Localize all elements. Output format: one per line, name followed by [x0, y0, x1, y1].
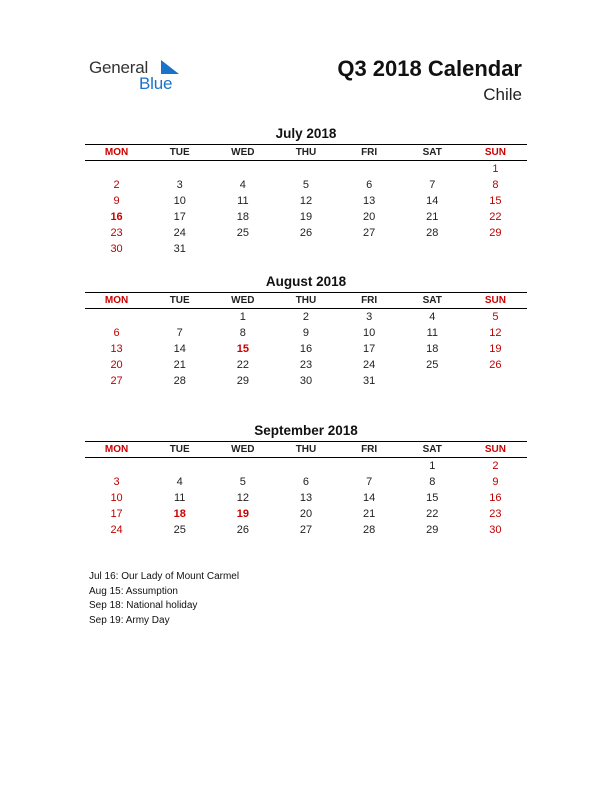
day-cell: 25 — [173, 524, 186, 536]
empty-day-cell — [401, 373, 464, 389]
empty-day-cell — [211, 241, 274, 257]
day-cell: 30 — [489, 524, 502, 536]
empty-day-cell — [274, 458, 337, 474]
day-cell: 14 — [363, 492, 376, 504]
day-cell: 15 — [236, 343, 249, 355]
week-row — [85, 161, 527, 177]
day-cell: 16 — [299, 343, 313, 355]
weekday-fri: FRI — [361, 444, 378, 455]
day-cell: 25 — [236, 227, 249, 239]
day-cell: 12 — [299, 195, 313, 207]
logo-text-general: General — [89, 58, 149, 77]
day-cell: 19 — [236, 508, 249, 520]
empty-day-cell — [338, 458, 401, 474]
day-cell: 1 — [239, 311, 246, 323]
month-title: September 2018 — [254, 423, 358, 438]
day-cell: 15 — [426, 492, 439, 504]
month-title: August 2018 — [265, 274, 347, 289]
weekday-thu: THU — [295, 147, 317, 158]
day-cell: 23 — [489, 508, 502, 520]
day-cell: 13 — [299, 492, 313, 504]
weekday-tue: TUE — [169, 444, 190, 455]
day-cell: 8 — [239, 327, 246, 339]
day-cell: 12 — [236, 492, 249, 504]
day-cell: 24 — [363, 359, 376, 371]
day-cell: 24 — [110, 524, 123, 536]
day-cell: 31 — [173, 243, 186, 255]
weekday-thu: THU — [295, 444, 317, 455]
day-cell: 19 — [489, 343, 502, 355]
weekday-header-row — [85, 145, 527, 161]
day-cell: 26 — [489, 359, 502, 371]
brand-logo — [89, 57, 199, 97]
day-cell: 23 — [299, 359, 313, 371]
day-cell: 17 — [173, 211, 186, 223]
day-cell: 10 — [173, 195, 186, 207]
logo-triangle-icon — [161, 60, 179, 74]
day-cell: 4 — [429, 311, 436, 323]
day-cell: 18 — [173, 508, 186, 520]
empty-day-cell — [464, 373, 527, 389]
day-cell: 29 — [236, 375, 249, 387]
month-title: July 2018 — [275, 126, 337, 141]
week-row — [85, 490, 527, 506]
day-cell: 29 — [489, 227, 502, 239]
weekday-fri: FRI — [361, 295, 378, 306]
day-cell: 16 — [489, 492, 502, 504]
month-grid — [85, 292, 527, 389]
day-cell: 3 — [366, 311, 373, 323]
day-cell: 7 — [366, 476, 373, 488]
day-cell: 31 — [363, 375, 376, 387]
day-cell: 28 — [363, 524, 376, 536]
day-cell: 6 — [366, 179, 373, 191]
day-cell: 23 — [110, 227, 123, 239]
week-row — [85, 373, 527, 389]
day-cell: 9 — [302, 327, 310, 339]
empty-day-cell — [338, 241, 401, 257]
day-cell: 6 — [302, 476, 310, 488]
day-cell: 28 — [426, 227, 439, 239]
day-cell: 25 — [426, 359, 439, 371]
empty-day-cell — [85, 309, 148, 325]
weekday-sun: SUN — [484, 147, 506, 158]
empty-day-cell — [85, 161, 148, 177]
day-cell: 20 — [110, 359, 123, 371]
empty-day-cell — [401, 161, 464, 177]
day-cell: 18 — [426, 343, 439, 355]
empty-day-cell — [274, 241, 337, 257]
day-cell: 3 — [176, 179, 183, 191]
holiday-notes — [89, 570, 239, 628]
day-cell: 10 — [363, 327, 376, 339]
week-row — [85, 177, 527, 193]
day-cell: 26 — [236, 524, 249, 536]
day-cell: 29 — [426, 524, 439, 536]
day-cell: 6 — [113, 327, 120, 339]
month-grid — [85, 441, 527, 538]
weekday-sat: SAT — [422, 295, 442, 306]
week-row — [85, 241, 527, 257]
day-cell: 4 — [176, 476, 183, 488]
empty-day-cell — [401, 241, 464, 257]
holiday-note: Jul 16: Our Lady of Mount Carmel — [89, 571, 240, 582]
day-cell: 17 — [110, 508, 123, 520]
day-cell: 14 — [173, 343, 186, 355]
day-cell: 8 — [492, 179, 499, 191]
day-cell: 7 — [429, 179, 436, 191]
day-cell: 22 — [236, 359, 249, 371]
weekday-header-row — [85, 442, 527, 458]
week-row — [85, 506, 527, 522]
day-cell: 14 — [426, 195, 439, 207]
week-row — [85, 522, 527, 538]
day-cell: 17 — [363, 343, 376, 355]
day-cell: 11 — [174, 492, 186, 504]
day-cell: 24 — [173, 227, 186, 239]
day-cell: 30 — [110, 243, 123, 255]
weekday-tue: TUE — [169, 147, 190, 158]
day-cell: 9 — [492, 476, 499, 488]
weekday-thu: THU — [295, 295, 317, 306]
day-cell: 12 — [489, 327, 502, 339]
day-cell: 5 — [239, 476, 246, 488]
country-name: Chile — [483, 85, 522, 104]
week-row — [85, 193, 527, 209]
weekday-sat: SAT — [422, 147, 442, 158]
empty-day-cell — [274, 161, 337, 177]
day-cell: 7 — [176, 327, 183, 339]
day-cell: 4 — [239, 179, 246, 191]
day-cell: 11 — [426, 327, 438, 339]
month-september — [85, 421, 527, 538]
week-row — [85, 309, 527, 325]
day-cell: 1 — [492, 163, 499, 175]
weekday-wed: WED — [231, 295, 255, 306]
day-cell: 1 — [429, 460, 436, 472]
week-row — [85, 341, 527, 357]
day-cell: 27 — [363, 227, 376, 239]
holiday-note: Sep 18: National holiday — [89, 600, 198, 611]
day-cell: 5 — [302, 179, 310, 191]
day-cell: 8 — [429, 476, 436, 488]
empty-day-cell — [211, 161, 274, 177]
day-cell: 10 — [110, 492, 123, 504]
empty-day-cell — [464, 241, 527, 257]
day-cell: 21 — [173, 359, 186, 371]
empty-day-cell — [148, 309, 211, 325]
empty-day-cell — [85, 458, 148, 474]
day-cell: 2 — [492, 460, 499, 472]
holiday-note: Sep 19: Army Day — [89, 614, 170, 626]
weekday-wed: WED — [231, 147, 255, 158]
weekday-mon: MON — [104, 444, 129, 455]
weekday-mon: MON — [104, 147, 129, 158]
weekday-header-row — [85, 293, 527, 309]
empty-day-cell — [148, 458, 211, 474]
day-cell: 18 — [236, 211, 249, 223]
weekday-fri: FRI — [361, 147, 378, 158]
page-title: Q3 2018 Calendar — [337, 56, 522, 81]
month-august — [85, 272, 527, 389]
day-cell: 9 — [113, 195, 120, 207]
empty-day-cell — [338, 161, 401, 177]
weekday-sun: SUN — [484, 444, 506, 455]
weekday-sun: SUN — [484, 295, 506, 306]
day-cell: 5 — [492, 311, 499, 323]
day-cell: 21 — [363, 508, 376, 520]
day-cell: 13 — [363, 195, 376, 207]
weekday-sat: SAT — [422, 444, 442, 455]
day-cell: 13 — [110, 343, 123, 355]
day-cell: 28 — [173, 375, 186, 387]
week-row — [85, 325, 527, 341]
month-grid — [85, 144, 527, 257]
day-cell: 30 — [299, 375, 313, 387]
day-cell: 27 — [110, 375, 123, 387]
weekday-mon: MON — [104, 295, 129, 306]
week-row — [85, 357, 527, 373]
day-cell: 2 — [113, 179, 120, 191]
logo-text-blue: Blue — [139, 74, 173, 93]
day-cell: 22 — [426, 508, 439, 520]
day-cell: 11 — [237, 195, 249, 207]
week-row — [85, 225, 527, 241]
day-cell: 16 — [110, 211, 123, 223]
week-row — [85, 474, 527, 490]
holiday-note: Aug 15: Assumption — [89, 585, 178, 597]
day-cell: 27 — [299, 524, 313, 536]
day-cell: 15 — [489, 195, 502, 207]
day-cell: 26 — [299, 227, 313, 239]
month-july — [85, 124, 527, 257]
day-cell: 22 — [489, 211, 502, 223]
day-cell: 20 — [363, 211, 376, 223]
week-row — [85, 209, 527, 225]
empty-day-cell — [211, 458, 274, 474]
empty-day-cell — [148, 161, 211, 177]
week-row — [85, 458, 527, 474]
day-cell: 21 — [426, 211, 439, 223]
day-cell: 3 — [113, 476, 120, 488]
weekday-tue: TUE — [169, 295, 190, 306]
day-cell: 19 — [299, 211, 313, 223]
weekday-wed: WED — [231, 444, 255, 455]
day-cell: 20 — [299, 508, 313, 520]
day-cell: 2 — [302, 311, 310, 323]
